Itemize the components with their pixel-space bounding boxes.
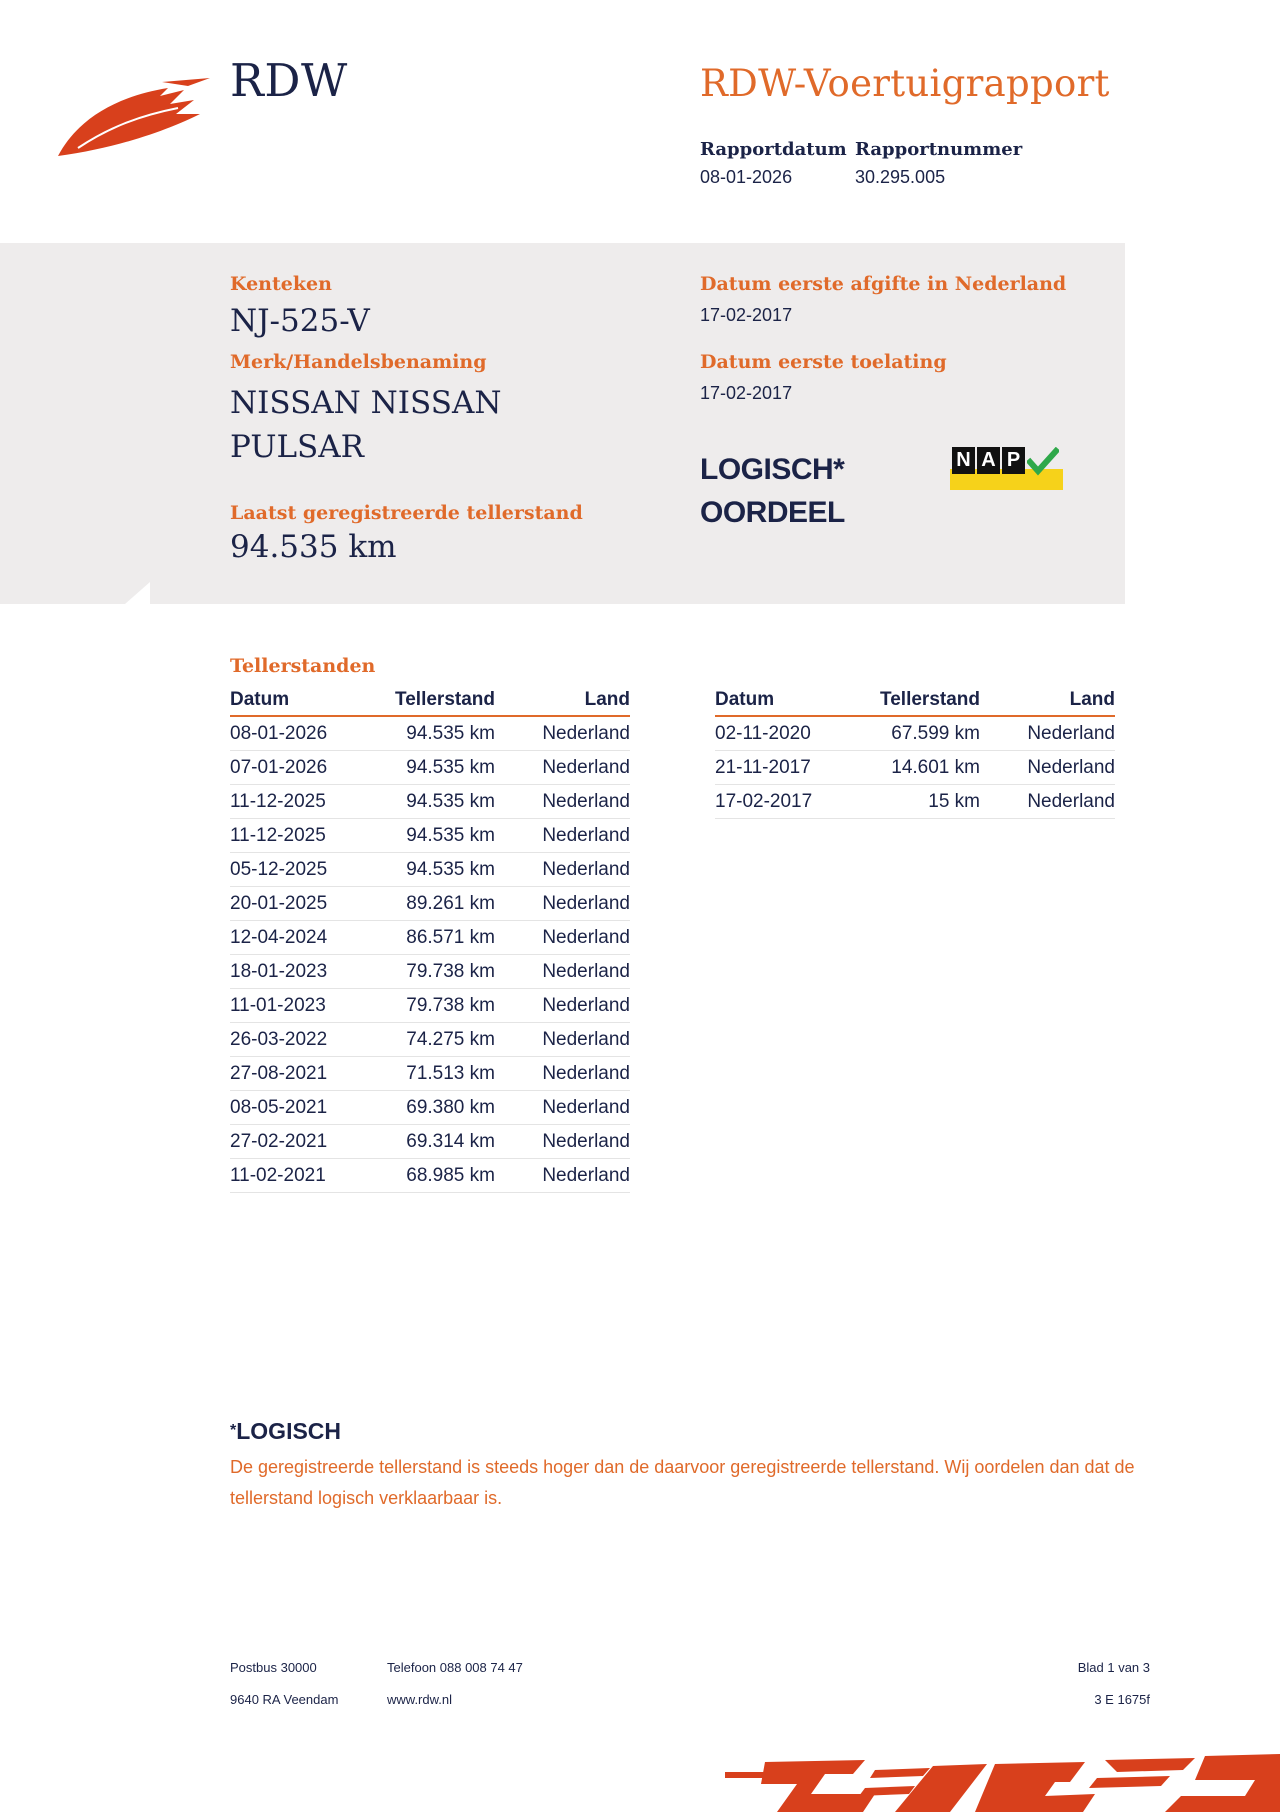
cell-km: 94.535 km [375, 716, 495, 751]
cell-date: 27-02-2021 [230, 1125, 375, 1159]
footnote-text: De geregistreerde tellerstand is steeds hoger dan de daarvoor geregistreerde tellerstand. Wij oordelen dan dat de tellerstand logisch verklaarbaar is. [230, 1457, 1135, 1508]
plate-number: NJ-525-V [230, 303, 370, 339]
table-row [230, 716, 630, 751]
cell-km: 89.261 km [375, 887, 495, 921]
header-land: Land [980, 686, 1115, 716]
cell-km: 14.601 km [860, 751, 980, 785]
make-line-2: PULSAR [230, 429, 364, 465]
brand-name: RDW [230, 54, 348, 107]
table-row [230, 887, 630, 921]
cell-date: 11-02-2021 [230, 1159, 375, 1193]
nap-letter-a: A [977, 447, 1000, 474]
cell-date: 27-08-2021 [230, 1057, 375, 1091]
table-row [230, 1091, 630, 1125]
cell-land: Nederland [495, 1159, 630, 1193]
table-row [230, 1125, 630, 1159]
cell-km: 94.535 km [375, 819, 495, 853]
first-admission-date: 17-02-2017 [700, 383, 793, 403]
cell-date: 02-11-2020 [715, 716, 860, 751]
footer-page-number: Blad 1 van 3 [1077, 1660, 1150, 1675]
panel-corner-decoration [0, 582, 150, 612]
cell-km: 79.738 km [375, 989, 495, 1023]
cell-km: 74.275 km [375, 1023, 495, 1057]
cell-date: 05-12-2025 [230, 853, 375, 887]
footer-website[interactable]: www.rdw.nl [387, 1692, 453, 1707]
cell-date: 12-04-2024 [230, 921, 375, 955]
table-row [230, 819, 630, 853]
cell-land: Nederland [495, 989, 630, 1023]
cell-land: Nederland [980, 751, 1115, 785]
header-land: Land [495, 686, 630, 716]
cell-date: 18-01-2023 [230, 955, 375, 989]
footer-address-2: 9640 RA Veendam [230, 1692, 339, 1707]
odometer-label: Laatst geregistreerde tellerstand [230, 502, 583, 524]
table-row [715, 785, 1115, 819]
table-row [230, 751, 630, 785]
footnote-heading [230, 1418, 341, 1445]
cell-date: 20-01-2025 [230, 887, 375, 921]
cell-land: Nederland [980, 785, 1115, 819]
cell-date: 08-05-2021 [230, 1091, 375, 1125]
cell-km: 68.985 km [375, 1159, 495, 1193]
table-header-row [715, 686, 1115, 716]
readings-title: Tellerstanden [230, 655, 376, 677]
footer-phone: Telefoon 088 008 74 47 [387, 1660, 523, 1675]
cell-km: 69.314 km [375, 1125, 495, 1159]
cell-land: Nederland [495, 1057, 630, 1091]
table-row [230, 921, 630, 955]
table-header-row [230, 686, 630, 716]
cell-date: 08-01-2026 [230, 716, 375, 751]
report-title: RDW-Voertuigrapport [700, 62, 1110, 105]
verdict-line-2: OORDEEL [700, 496, 845, 529]
table-row [715, 716, 1115, 751]
cell-km: 67.599 km [860, 716, 980, 751]
cell-land: Nederland [980, 716, 1115, 751]
cell-km: 94.535 km [375, 751, 495, 785]
cell-land: Nederland [495, 716, 630, 751]
footnote-heading-text: LOGISCH [236, 1418, 342, 1444]
cell-date: 17-02-2017 [715, 785, 860, 819]
rdw-logo-icon [58, 78, 210, 164]
plate-label: Kenteken [230, 273, 332, 295]
readings-table-right [715, 686, 1115, 819]
table-row [715, 751, 1115, 785]
footer-document-code: 3 E 1675f [1094, 1692, 1150, 1707]
table-row [230, 1023, 630, 1057]
cell-km: 15 km [860, 785, 980, 819]
make-line-1: NISSAN NISSAN [230, 385, 502, 421]
cell-land: Nederland [495, 853, 630, 887]
header-date: Datum [715, 686, 860, 716]
table-row [230, 1159, 630, 1193]
table-row [230, 785, 630, 819]
nap-letter-p: P [1002, 447, 1025, 474]
first-admission-label: Datum eerste toelating [700, 351, 947, 373]
cell-km: 79.738 km [375, 955, 495, 989]
cell-land: Nederland [495, 1125, 630, 1159]
nap-letter-n: N [952, 447, 975, 474]
cell-land: Nederland [495, 751, 630, 785]
report-number: 30.295.005 [855, 167, 946, 187]
table-row [230, 853, 630, 887]
table-row [230, 1057, 630, 1091]
readings-table-left [230, 686, 630, 1193]
header-date: Datum [230, 686, 375, 716]
checkmark-icon [1027, 447, 1059, 477]
cell-land: Nederland [495, 819, 630, 853]
nap-badge [950, 447, 1063, 490]
footer-address-1: Postbus 30000 [230, 1660, 317, 1675]
footer-stripes-graphic [725, 1750, 1280, 1812]
footnote-star: * [230, 1422, 237, 1439]
cell-date: 07-01-2026 [230, 751, 375, 785]
cell-date: 11-01-2023 [230, 989, 375, 1023]
header-km: Tellerstand [860, 686, 980, 716]
cell-km: 86.571 km [375, 921, 495, 955]
first-issue-label: Datum eerste afgifte in Nederland [700, 273, 1067, 295]
cell-land: Nederland [495, 955, 630, 989]
cell-date: 21-11-2017 [715, 751, 860, 785]
first-issue-date: 17-02-2017 [700, 305, 793, 325]
make-label: Merk/Handelsbenaming [230, 351, 487, 373]
cell-date: 26-03-2022 [230, 1023, 375, 1057]
cell-land: Nederland [495, 921, 630, 955]
report-number-label: Rapportnummer [855, 139, 1023, 160]
odometer-value: 94.535 km [230, 529, 397, 565]
cell-km: 71.513 km [375, 1057, 495, 1091]
cell-land: Nederland [495, 1091, 630, 1125]
cell-km: 94.535 km [375, 785, 495, 819]
vehicle-info-panel [0, 243, 1125, 604]
cell-date: 11-12-2025 [230, 819, 375, 853]
cell-km: 94.535 km [375, 853, 495, 887]
cell-date: 11-12-2025 [230, 785, 375, 819]
report-date-label: Rapportdatum [700, 139, 847, 160]
report-date: 08-01-2026 [700, 167, 793, 187]
verdict-line-1: LOGISCH* [700, 453, 845, 486]
cell-land: Nederland [495, 887, 630, 921]
header-km: Tellerstand [375, 686, 495, 716]
cell-land: Nederland [495, 1023, 630, 1057]
cell-land: Nederland [495, 785, 630, 819]
cell-km: 69.380 km [375, 1091, 495, 1125]
table-row [230, 955, 630, 989]
table-row [230, 989, 630, 1023]
